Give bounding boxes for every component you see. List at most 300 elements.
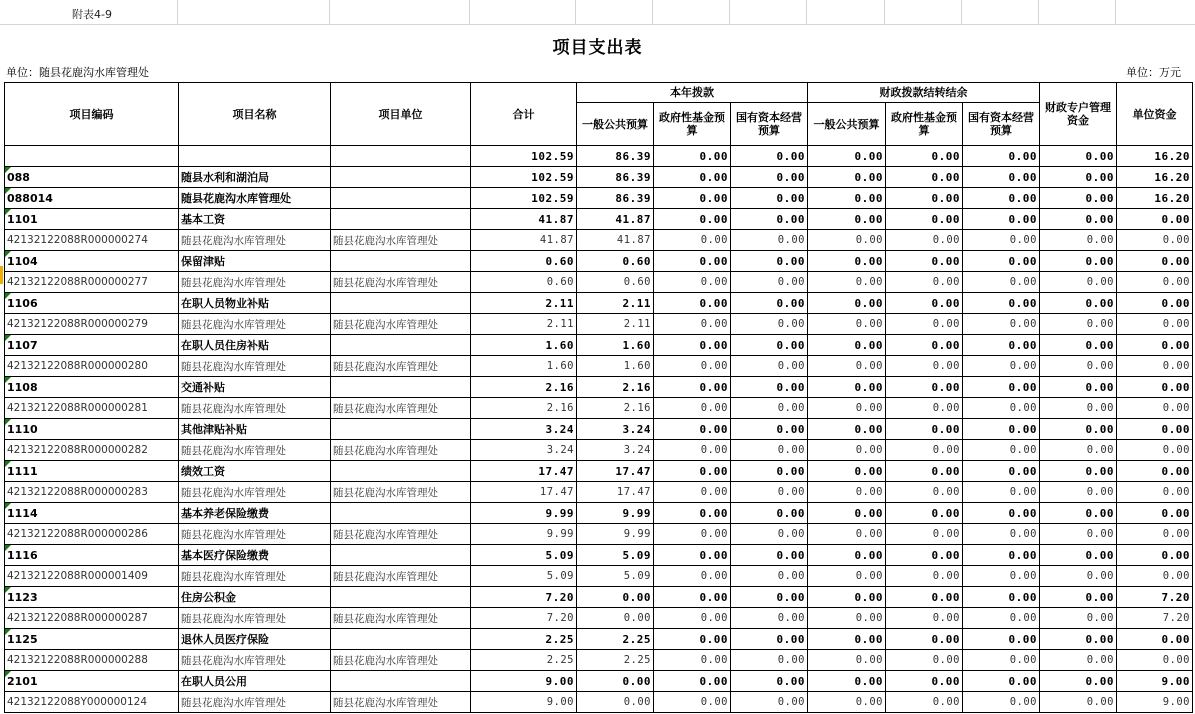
cell-unit-funds[interactable]: 7.20: [1117, 587, 1193, 608]
cell-state-capital-budget[interactable]: 0.00: [731, 545, 808, 566]
cell-state-capital-budget[interactable]: 0.00: [731, 293, 808, 314]
cell-state-capital-budget[interactable]: 0.00: [731, 230, 808, 251]
cell-project-unit[interactable]: 随县花鹿沟水库管理处: [331, 524, 471, 545]
cell-state-capital-budget-carry[interactable]: 0.00: [963, 251, 1040, 272]
cell-special-account[interactable]: 0.00: [1040, 440, 1117, 461]
cell-general-budget[interactable]: 86.39: [577, 146, 654, 167]
cell-project-name[interactable]: 随县花鹿沟水库管理处: [179, 272, 331, 293]
cell-state-capital-budget-carry[interactable]: 0.00: [963, 629, 1040, 650]
cell-special-account[interactable]: 0.00: [1040, 419, 1117, 440]
cell-gov-fund-budget-carry[interactable]: 0.00: [886, 650, 963, 671]
cell-general-budget-carry[interactable]: 0.00: [808, 692, 886, 713]
cell-state-capital-budget-carry[interactable]: 0.00: [963, 419, 1040, 440]
cell-general-budget-carry[interactable]: 0.00: [808, 209, 886, 230]
cell-general-budget[interactable]: 2.11: [577, 314, 654, 335]
cell-state-capital-budget[interactable]: 0.00: [731, 167, 808, 188]
cell-state-capital-budget-carry[interactable]: 0.00: [963, 440, 1040, 461]
cell-special-account[interactable]: 0.00: [1040, 146, 1117, 167]
cell-project-unit[interactable]: [331, 335, 471, 356]
cell-project-code[interactable]: [5, 230, 179, 251]
cell-project-code[interactable]: [5, 629, 179, 650]
cell-gov-fund-budget[interactable]: 0.00: [654, 503, 731, 524]
cell-general-budget-carry[interactable]: 0.00: [808, 440, 886, 461]
cell-general-budget-carry[interactable]: 0.00: [808, 629, 886, 650]
cell-state-capital-budget[interactable]: 0.00: [731, 608, 808, 629]
cell-state-capital-budget-carry[interactable]: 0.00: [963, 566, 1040, 587]
header-general-budget-carry[interactable]: 一般公共预算: [808, 103, 886, 146]
cell-unit-funds[interactable]: 0.00: [1117, 209, 1193, 230]
cell-general-budget[interactable]: 1.60: [577, 335, 654, 356]
cell-project-unit[interactable]: [331, 587, 471, 608]
cell-project-name[interactable]: 基本工资: [179, 209, 331, 230]
cell-general-budget[interactable]: 9.99: [577, 503, 654, 524]
cell-unit-funds[interactable]: 0.00: [1117, 272, 1193, 293]
cell-project-code[interactable]: [5, 146, 179, 167]
cell-state-capital-budget[interactable]: 0.00: [731, 419, 808, 440]
cell-total[interactable]: 9.99: [471, 524, 577, 545]
cell-project-code[interactable]: [5, 482, 179, 503]
cell-total[interactable]: 1.60: [471, 335, 577, 356]
cell-gov-fund-budget-carry[interactable]: 0.00: [886, 419, 963, 440]
cell-general-budget[interactable]: 17.47: [577, 461, 654, 482]
cell-total[interactable]: 0.60: [471, 272, 577, 293]
cell-state-capital-budget-carry[interactable]: 0.00: [963, 650, 1040, 671]
cell-general-budget-carry[interactable]: 0.00: [808, 356, 886, 377]
cell-general-budget-carry[interactable]: 0.00: [808, 566, 886, 587]
cell-total[interactable]: 102.59: [471, 188, 577, 209]
cell-project-code[interactable]: [5, 692, 179, 713]
cell-special-account[interactable]: 0.00: [1040, 251, 1117, 272]
cell-unit-funds[interactable]: 0.00: [1117, 461, 1193, 482]
cell-project-unit[interactable]: 随县花鹿沟水库管理处: [331, 398, 471, 419]
cell-gov-fund-budget[interactable]: 0.00: [654, 398, 731, 419]
cell-state-capital-budget-carry[interactable]: 0.00: [963, 482, 1040, 503]
cell-state-capital-budget[interactable]: 0.00: [731, 188, 808, 209]
cell-project-name[interactable]: 住房公积金: [179, 587, 331, 608]
cell-gov-fund-budget[interactable]: 0.00: [654, 671, 731, 692]
cell-general-budget-carry[interactable]: 0.00: [808, 608, 886, 629]
cell-special-account[interactable]: 0.00: [1040, 167, 1117, 188]
cell-state-capital-budget[interactable]: 0.00: [731, 440, 808, 461]
cell-project-code[interactable]: [5, 314, 179, 335]
cell-gov-fund-budget[interactable]: 0.00: [654, 188, 731, 209]
cell-state-capital-budget[interactable]: 0.00: [731, 692, 808, 713]
cell-unit-funds[interactable]: 9.00: [1117, 692, 1193, 713]
cell-gov-fund-budget[interactable]: 0.00: [654, 209, 731, 230]
cell-state-capital-budget-carry[interactable]: 0.00: [963, 209, 1040, 230]
cell-special-account[interactable]: 0.00: [1040, 629, 1117, 650]
cell-project-unit[interactable]: [331, 209, 471, 230]
cell-special-account[interactable]: 0.00: [1040, 524, 1117, 545]
cell-gov-fund-budget-carry[interactable]: 0.00: [886, 188, 963, 209]
cell-project-name[interactable]: 随县花鹿沟水库管理处: [179, 188, 331, 209]
cell-project-code[interactable]: [5, 503, 179, 524]
cell-project-name[interactable]: 随县花鹿沟水库管理处: [179, 440, 331, 461]
header-name[interactable]: 项目名称: [179, 83, 331, 146]
cell-project-name[interactable]: 交通补贴: [179, 377, 331, 398]
cell-special-account[interactable]: 0.00: [1040, 650, 1117, 671]
cell-project-code[interactable]: [5, 524, 179, 545]
cell-general-budget-carry[interactable]: 0.00: [808, 461, 886, 482]
cell-general-budget[interactable]: 3.24: [577, 419, 654, 440]
cell-general-budget-carry[interactable]: 0.00: [808, 671, 886, 692]
cell-unit-funds[interactable]: 0.00: [1117, 419, 1193, 440]
cell-gov-fund-budget[interactable]: 0.00: [654, 293, 731, 314]
cell-special-account[interactable]: 0.00: [1040, 230, 1117, 251]
cell-total[interactable]: 2.11: [471, 293, 577, 314]
cell-general-budget-carry[interactable]: 0.00: [808, 377, 886, 398]
cell-state-capital-budget-carry[interactable]: 0.00: [963, 146, 1040, 167]
cell-general-budget[interactable]: 5.09: [577, 545, 654, 566]
cell-general-budget-carry[interactable]: 0.00: [808, 419, 886, 440]
cell-gov-fund-budget-carry[interactable]: 0.00: [886, 335, 963, 356]
cell-gov-fund-budget[interactable]: 0.00: [654, 167, 731, 188]
cell-project-name[interactable]: 随县花鹿沟水库管理处: [179, 356, 331, 377]
cell-project-name[interactable]: 随县花鹿沟水库管理处: [179, 566, 331, 587]
cell-project-unit[interactable]: [331, 251, 471, 272]
cell-gov-fund-budget-carry[interactable]: 0.00: [886, 167, 963, 188]
cell-unit-funds[interactable]: 0.00: [1117, 524, 1193, 545]
cell-project-name[interactable]: 随县花鹿沟水库管理处: [179, 398, 331, 419]
cell-project-unit[interactable]: [331, 503, 471, 524]
cell-total[interactable]: 2.11: [471, 314, 577, 335]
cell-project-code[interactable]: [5, 377, 179, 398]
cell-state-capital-budget[interactable]: 0.00: [731, 503, 808, 524]
cell-state-capital-budget[interactable]: 0.00: [731, 356, 808, 377]
cell-general-budget[interactable]: 0.00: [577, 692, 654, 713]
cell-special-account[interactable]: 0.00: [1040, 209, 1117, 230]
cell-state-capital-budget[interactable]: 0.00: [731, 398, 808, 419]
cell-gov-fund-budget-carry[interactable]: 0.00: [886, 587, 963, 608]
cell-project-unit[interactable]: 随县花鹿沟水库管理处: [331, 356, 471, 377]
cell-total[interactable]: 102.59: [471, 146, 577, 167]
cell-project-code[interactable]: [5, 545, 179, 566]
cell-project-code[interactable]: [5, 608, 179, 629]
cell-total[interactable]: 3.24: [471, 440, 577, 461]
cell-special-account[interactable]: 0.00: [1040, 692, 1117, 713]
cell-general-budget[interactable]: 2.16: [577, 398, 654, 419]
cell-project-unit[interactable]: 随县花鹿沟水库管理处: [331, 482, 471, 503]
cell-total[interactable]: 5.09: [471, 566, 577, 587]
cell-special-account[interactable]: 0.00: [1040, 482, 1117, 503]
cell-state-capital-budget[interactable]: 0.00: [731, 650, 808, 671]
cell-general-budget[interactable]: 41.87: [577, 230, 654, 251]
cell-state-capital-budget[interactable]: 0.00: [731, 209, 808, 230]
cell-project-name[interactable]: 绩效工资: [179, 461, 331, 482]
cell-gov-fund-budget[interactable]: 0.00: [654, 314, 731, 335]
cell-general-budget[interactable]: 2.25: [577, 629, 654, 650]
cell-unit-funds[interactable]: 0.00: [1117, 482, 1193, 503]
cell-state-capital-budget[interactable]: 0.00: [731, 272, 808, 293]
cell-state-capital-budget-carry[interactable]: 0.00: [963, 692, 1040, 713]
cell-gov-fund-budget[interactable]: 0.00: [654, 146, 731, 167]
cell-total[interactable]: 9.00: [471, 692, 577, 713]
cell-gov-fund-budget[interactable]: 0.00: [654, 545, 731, 566]
cell-gov-fund-budget[interactable]: 0.00: [654, 524, 731, 545]
cell-project-code[interactable]: [5, 440, 179, 461]
cell-gov-fund-budget[interactable]: 0.00: [654, 587, 731, 608]
cell-project-code[interactable]: [5, 461, 179, 482]
cell-project-name[interactable]: 其他津贴补贴: [179, 419, 331, 440]
cell-project-unit[interactable]: [331, 419, 471, 440]
cell-unit-funds[interactable]: 0.00: [1117, 293, 1193, 314]
cell-general-budget[interactable]: 5.09: [577, 566, 654, 587]
cell-special-account[interactable]: 0.00: [1040, 356, 1117, 377]
cell-gov-fund-budget[interactable]: 0.00: [654, 272, 731, 293]
header-group-current-year[interactable]: 本年拨款: [577, 83, 808, 103]
cell-general-budget[interactable]: 3.24: [577, 440, 654, 461]
cell-state-capital-budget-carry[interactable]: 0.00: [963, 356, 1040, 377]
cell-project-name[interactable]: 在职人员住房补贴: [179, 335, 331, 356]
cell-gov-fund-budget-carry[interactable]: 0.00: [886, 293, 963, 314]
cell-unit-funds[interactable]: 0.00: [1117, 356, 1193, 377]
cell-general-budget-carry[interactable]: 0.00: [808, 335, 886, 356]
cell-unit-funds[interactable]: 0.00: [1117, 440, 1193, 461]
cell-project-name[interactable]: 基本养老保险缴费: [179, 503, 331, 524]
cell-project-name[interactable]: 基本医疗保险缴费: [179, 545, 331, 566]
cell-project-code[interactable]: [5, 188, 179, 209]
cell-general-budget[interactable]: 2.25: [577, 650, 654, 671]
cell-state-capital-budget[interactable]: 0.00: [731, 587, 808, 608]
cell-special-account[interactable]: 0.00: [1040, 335, 1117, 356]
cell-state-capital-budget[interactable]: 0.00: [731, 524, 808, 545]
cell-project-unit[interactable]: [331, 146, 471, 167]
cell-general-budget-carry[interactable]: 0.00: [808, 272, 886, 293]
cell-gov-fund-budget[interactable]: 0.00: [654, 230, 731, 251]
cell-unit-funds[interactable]: 0.00: [1117, 650, 1193, 671]
cell-state-capital-budget[interactable]: 0.00: [731, 146, 808, 167]
cell-gov-fund-budget-carry[interactable]: 0.00: [886, 566, 963, 587]
cell-gov-fund-budget-carry[interactable]: 0.00: [886, 524, 963, 545]
cell-total[interactable]: 41.87: [471, 230, 577, 251]
cell-state-capital-budget[interactable]: 0.00: [731, 251, 808, 272]
cell-general-budget-carry[interactable]: 0.00: [808, 146, 886, 167]
cell-project-unit[interactable]: 随县花鹿沟水库管理处: [331, 650, 471, 671]
cell-unit-funds[interactable]: 9.00: [1117, 671, 1193, 692]
cell-project-name[interactable]: 随县花鹿沟水库管理处: [179, 230, 331, 251]
cell-state-capital-budget-carry[interactable]: 0.00: [963, 524, 1040, 545]
cell-gov-fund-budget[interactable]: 0.00: [654, 692, 731, 713]
cell-general-budget[interactable]: 17.47: [577, 482, 654, 503]
cell-state-capital-budget[interactable]: 0.00: [731, 566, 808, 587]
cell-project-name[interactable]: 随县花鹿沟水库管理处: [179, 314, 331, 335]
cell-project-code[interactable]: [5, 167, 179, 188]
header-state-capital-budget[interactable]: 国有资本经营预算: [731, 103, 808, 146]
cell-project-name[interactable]: [179, 146, 331, 167]
cell-general-budget[interactable]: 41.87: [577, 209, 654, 230]
cell-state-capital-budget[interactable]: 0.00: [731, 335, 808, 356]
cell-project-unit[interactable]: 随县花鹿沟水库管理处: [331, 692, 471, 713]
cell-project-code[interactable]: [5, 419, 179, 440]
cell-gov-fund-budget[interactable]: 0.00: [654, 482, 731, 503]
cell-unit-funds[interactable]: 0.00: [1117, 251, 1193, 272]
cell-project-code[interactable]: [5, 587, 179, 608]
cell-special-account[interactable]: 0.00: [1040, 461, 1117, 482]
cell-state-capital-budget[interactable]: 0.00: [731, 314, 808, 335]
cell-gov-fund-budget-carry[interactable]: 0.00: [886, 356, 963, 377]
cell-general-budget-carry[interactable]: 0.00: [808, 398, 886, 419]
cell-gov-fund-budget-carry[interactable]: 0.00: [886, 629, 963, 650]
cell-total[interactable]: 2.16: [471, 398, 577, 419]
cell-special-account[interactable]: 0.00: [1040, 314, 1117, 335]
cell-unit-funds[interactable]: 0.00: [1117, 398, 1193, 419]
header-general-budget[interactable]: 一般公共预算: [577, 103, 654, 146]
cell-project-code[interactable]: [5, 335, 179, 356]
cell-total[interactable]: 7.20: [471, 587, 577, 608]
cell-total[interactable]: 5.09: [471, 545, 577, 566]
header-gov-fund-budget-carry[interactable]: 政府性基金预算: [886, 103, 963, 146]
cell-general-budget-carry[interactable]: 0.00: [808, 650, 886, 671]
cell-project-code[interactable]: [5, 650, 179, 671]
cell-unit-funds[interactable]: 7.20: [1117, 608, 1193, 629]
cell-general-budget[interactable]: 86.39: [577, 188, 654, 209]
cell-gov-fund-budget[interactable]: 0.00: [654, 251, 731, 272]
cell-gov-fund-budget-carry[interactable]: 0.00: [886, 314, 963, 335]
cell-project-name[interactable]: 随县花鹿沟水库管理处: [179, 608, 331, 629]
cell-gov-fund-budget-carry[interactable]: 0.00: [886, 209, 963, 230]
header-unit[interactable]: 项目单位: [331, 83, 471, 146]
cell-total[interactable]: 9.99: [471, 503, 577, 524]
cell-state-capital-budget-carry[interactable]: 0.00: [963, 293, 1040, 314]
cell-project-unit[interactable]: 随县花鹿沟水库管理处: [331, 230, 471, 251]
cell-unit-funds[interactable]: 0.00: [1117, 314, 1193, 335]
cell-unit-funds[interactable]: 0.00: [1117, 377, 1193, 398]
cell-project-name[interactable]: 随县花鹿沟水库管理处: [179, 692, 331, 713]
cell-state-capital-budget[interactable]: 0.00: [731, 482, 808, 503]
cell-total[interactable]: 41.87: [471, 209, 577, 230]
cell-unit-funds[interactable]: 16.20: [1117, 188, 1193, 209]
cell-total[interactable]: 2.25: [471, 650, 577, 671]
cell-general-budget-carry[interactable]: 0.00: [808, 482, 886, 503]
cell-general-budget-carry[interactable]: 0.00: [808, 251, 886, 272]
cell-gov-fund-budget-carry[interactable]: 0.00: [886, 377, 963, 398]
cell-general-budget[interactable]: 0.00: [577, 671, 654, 692]
cell-project-unit[interactable]: 随县花鹿沟水库管理处: [331, 608, 471, 629]
cell-general-budget-carry[interactable]: 0.00: [808, 167, 886, 188]
cell-special-account[interactable]: 0.00: [1040, 587, 1117, 608]
cell-project-unit[interactable]: [331, 188, 471, 209]
cell-unit-funds[interactable]: 0.00: [1117, 503, 1193, 524]
cell-project-code[interactable]: [5, 398, 179, 419]
cell-project-unit[interactable]: 随县花鹿沟水库管理处: [331, 440, 471, 461]
header-special-account[interactable]: 财政专户管理资金: [1040, 83, 1117, 146]
cell-project-unit[interactable]: [331, 461, 471, 482]
cell-general-budget[interactable]: 1.60: [577, 356, 654, 377]
cell-state-capital-budget-carry[interactable]: 0.00: [963, 335, 1040, 356]
cell-gov-fund-budget[interactable]: 0.00: [654, 419, 731, 440]
cell-state-capital-budget-carry[interactable]: 0.00: [963, 398, 1040, 419]
cell-gov-fund-budget[interactable]: 0.00: [654, 608, 731, 629]
cell-general-budget[interactable]: 0.60: [577, 272, 654, 293]
cell-project-unit[interactable]: [331, 545, 471, 566]
cell-gov-fund-budget-carry[interactable]: 0.00: [886, 545, 963, 566]
cell-state-capital-budget[interactable]: 0.00: [731, 629, 808, 650]
header-group-carryover[interactable]: 财政拨款结转结余: [808, 83, 1040, 103]
cell-total[interactable]: 2.16: [471, 377, 577, 398]
cell-state-capital-budget[interactable]: 0.00: [731, 671, 808, 692]
cell-general-budget[interactable]: 0.00: [577, 587, 654, 608]
cell-project-code[interactable]: [5, 272, 179, 293]
cell-general-budget[interactable]: 2.16: [577, 377, 654, 398]
cell-unit-funds[interactable]: 16.20: [1117, 167, 1193, 188]
cell-gov-fund-budget[interactable]: 0.00: [654, 566, 731, 587]
cell-state-capital-budget-carry[interactable]: 0.00: [963, 377, 1040, 398]
cell-general-budget[interactable]: 2.11: [577, 293, 654, 314]
cell-special-account[interactable]: 0.00: [1040, 545, 1117, 566]
cell-project-code[interactable]: [5, 566, 179, 587]
cell-state-capital-budget-carry[interactable]: 0.00: [963, 608, 1040, 629]
cell-gov-fund-budget[interactable]: 0.00: [654, 356, 731, 377]
header-code[interactable]: 项目编码: [5, 83, 179, 146]
cell-general-budget[interactable]: 0.00: [577, 608, 654, 629]
cell-gov-fund-budget-carry[interactable]: 0.00: [886, 146, 963, 167]
cell-gov-fund-budget-carry[interactable]: 0.00: [886, 608, 963, 629]
cell-general-budget[interactable]: 86.39: [577, 167, 654, 188]
cell-special-account[interactable]: 0.00: [1040, 503, 1117, 524]
cell-gov-fund-budget-carry[interactable]: 0.00: [886, 398, 963, 419]
cell-project-unit[interactable]: 随县花鹿沟水库管理处: [331, 566, 471, 587]
cell-total[interactable]: 9.00: [471, 671, 577, 692]
cell-special-account[interactable]: 0.00: [1040, 671, 1117, 692]
cell-project-code[interactable]: [5, 356, 179, 377]
cell-project-unit[interactable]: [331, 629, 471, 650]
cell-state-capital-budget[interactable]: 0.00: [731, 377, 808, 398]
cell-general-budget-carry[interactable]: 0.00: [808, 230, 886, 251]
cell-project-name[interactable]: 随县花鹿沟水库管理处: [179, 482, 331, 503]
cell-project-name[interactable]: 随县花鹿沟水库管理处: [179, 524, 331, 545]
cell-general-budget-carry[interactable]: 0.00: [808, 314, 886, 335]
cell-general-budget-carry[interactable]: 0.00: [808, 188, 886, 209]
cell-state-capital-budget-carry[interactable]: 0.00: [963, 671, 1040, 692]
cell-general-budget-carry[interactable]: 0.00: [808, 293, 886, 314]
header-unit-funds[interactable]: 单位资金: [1117, 83, 1193, 146]
cell-project-code[interactable]: [5, 209, 179, 230]
cell-project-unit[interactable]: [331, 167, 471, 188]
cell-state-capital-budget-carry[interactable]: 0.00: [963, 461, 1040, 482]
cell-unit-funds[interactable]: 0.00: [1117, 545, 1193, 566]
header-gov-fund-budget[interactable]: 政府性基金预算: [654, 103, 731, 146]
cell-general-budget[interactable]: 0.60: [577, 251, 654, 272]
cell-state-capital-budget-carry[interactable]: 0.00: [963, 587, 1040, 608]
cell-project-unit[interactable]: [331, 293, 471, 314]
cell-project-code[interactable]: [5, 293, 179, 314]
cell-gov-fund-budget-carry[interactable]: 0.00: [886, 272, 963, 293]
cell-project-unit[interactable]: 随县花鹿沟水库管理处: [331, 314, 471, 335]
cell-gov-fund-budget-carry[interactable]: 0.00: [886, 671, 963, 692]
cell-special-account[interactable]: 0.00: [1040, 377, 1117, 398]
cell-total[interactable]: 7.20: [471, 608, 577, 629]
cell-state-capital-budget-carry[interactable]: 0.00: [963, 230, 1040, 251]
cell-total[interactable]: 3.24: [471, 419, 577, 440]
cell-general-budget-carry[interactable]: 0.00: [808, 587, 886, 608]
cell-project-code[interactable]: [5, 671, 179, 692]
cell-gov-fund-budget-carry[interactable]: 0.00: [886, 692, 963, 713]
cell-total[interactable]: 17.47: [471, 461, 577, 482]
header-total[interactable]: 合计: [471, 83, 577, 146]
cell-project-unit[interactable]: [331, 671, 471, 692]
cell-special-account[interactable]: 0.00: [1040, 566, 1117, 587]
cell-gov-fund-budget-carry[interactable]: 0.00: [886, 503, 963, 524]
cell-project-name[interactable]: 在职人员物业补贴: [179, 293, 331, 314]
cell-state-capital-budget-carry[interactable]: 0.00: [963, 503, 1040, 524]
cell-gov-fund-budget[interactable]: 0.00: [654, 461, 731, 482]
cell-total[interactable]: 0.60: [471, 251, 577, 272]
cell-project-name[interactable]: 退休人员医疗保险: [179, 629, 331, 650]
cell-project-name[interactable]: 在职人员公用: [179, 671, 331, 692]
cell-state-capital-budget-carry[interactable]: 0.00: [963, 188, 1040, 209]
cell-unit-funds[interactable]: 0.00: [1117, 335, 1193, 356]
cell-gov-fund-budget-carry[interactable]: 0.00: [886, 251, 963, 272]
